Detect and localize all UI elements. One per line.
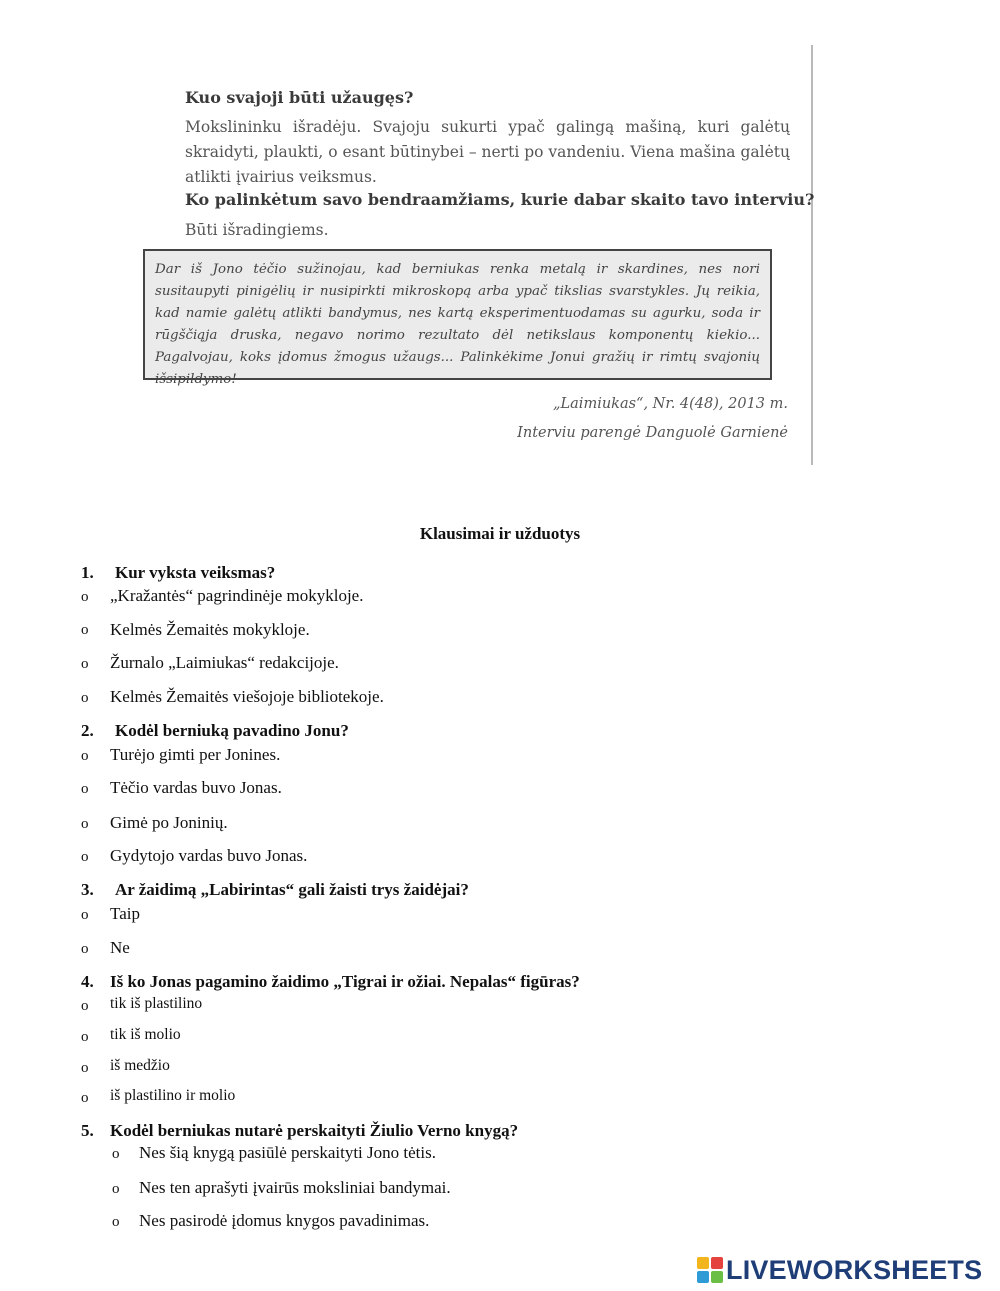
radio-bullet[interactable]: o [81,656,89,672]
radio-bullet[interactable]: o [81,1060,89,1076]
logo-squares-icon [697,1257,723,1283]
radio-bullet[interactable]: o [81,690,89,706]
question-1 [81,563,275,583]
question-number: 3. [81,880,94,899]
option-q5-c[interactable]: Nes pasirodė įdomus knygos pavadinimas. [139,1211,430,1230]
radio-bullet[interactable]: o [81,998,89,1014]
radio-bullet[interactable]: o [81,907,89,923]
question-text: Ar žaidimą „Labirintas“ gali žaisti trys žaidėjai? [115,880,469,899]
question-text: Iš ko Jonas pagamino žaidimo „Tigrai ir ožiai. Nepalas“ figūras? [110,972,580,991]
question-2 [81,721,349,741]
option-q2-a[interactable]: Turėjo gimti per Jonines. [110,745,281,764]
option-q1-c[interactable]: Žurnalo „Laimiukas“ redakcijoje. [110,653,339,672]
option-q2-d[interactable]: Gydytojo vardas buvo Jonas. [110,846,308,865]
radio-bullet[interactable]: o [112,1181,120,1197]
question-number: 4. [81,972,94,991]
logo-text: LIVEWORKSHEETS [726,1254,983,1285]
option-q2-c[interactable]: Gimė po Joninių. [110,813,228,832]
question-text: Kur vyksta veiksmas? [115,563,276,582]
question-number: 2. [81,721,94,740]
clipping-border-line [811,45,813,465]
radio-bullet[interactable]: o [81,1029,89,1045]
clipping-author: Interviu parengė Danguolė Garnienė [517,425,788,441]
radio-bullet[interactable]: o [112,1214,120,1230]
question-number: 5. [81,1121,94,1140]
option-q1-b[interactable]: Kelmės Žemaitės mokykloje. [110,620,310,639]
radio-bullet[interactable]: o [81,781,89,797]
option-q1-a[interactable]: „Kražantės“ pagrindinėje mokykloje. [110,586,364,605]
question-4 [81,972,580,992]
option-q2-b[interactable]: Tėčio vardas buvo Jonas. [110,778,282,797]
radio-bullet[interactable]: o [81,849,89,865]
question-number: 1. [81,563,94,582]
clipping-source: „Laimiukas“, Nr. 4(48), 2013 m. [553,396,788,412]
option-q1-d[interactable]: Kelmės Žemaitės viešojoje bibliotekoje. [110,687,384,706]
clipping-answer-1: Mokslininku išradėju. Svajoju sukurti ypač galingą mašiną, kuri galėtų skraidyti, plaukti, o esant būtinybei – nerti po vandeniu. Viena mašina galėtų atlikti įvairius veiksmus. [185,118,790,186]
radio-bullet[interactable]: o [112,1146,120,1162]
section-title: Klausimai ir užduotys [419,524,581,543]
option-q5-a[interactable]: Nes šią knygą pasiūlė perskaityti Jono tėtis. [139,1143,436,1162]
option-q4-a[interactable]: tik iš plastilino [110,995,203,1012]
question-5 [81,1121,518,1141]
question-text: Kodėl berniuką pavadino Jonu? [115,721,349,740]
option-q4-d[interactable]: iš plastilino ir molio [110,1087,236,1104]
option-q4-b[interactable]: tik iš molio [110,1026,181,1043]
liveworksheets-logo [697,1254,982,1286]
clipping-question-2: Ko palinkėtum savo bendraamžiams, kurie dabar skaito tavo interviu? [185,190,815,209]
clipping-boxed-note: Dar iš Jono tėčio sužinojau, kad berniukas renka metalą ir skardines, nes nori susitaupyti pinigėlių ir nusipirkti mikroskopą arba ypač tikslias svarstykles. Jų reikia, kad namie galėtų atlikti bandymus, nes kartą eksperimentuodamas su agurku, soda ir rūgščiąja druska, negavo norimo rezultato dėl netikslaus komponentų kiekio... Pagalvojau, koks įdomus žmogus užaugs... Palinkėkime Jonui gražių ir rimtų svajonių išsipildymo! [143,249,772,380]
option-q5-b[interactable]: Nes ten aprašyti įvairūs moksliniai bandymai. [139,1178,451,1197]
radio-bullet[interactable]: o [81,748,89,764]
radio-bullet[interactable]: o [81,816,89,832]
question-3 [81,880,469,900]
radio-bullet[interactable]: o [81,589,89,605]
option-q3-b[interactable]: Ne [110,938,130,957]
question-text: Kodėl berniukas nutarė perskaityti Žiulio Verno knygą? [110,1121,519,1140]
clipping-answer-2: Būti išradingiems. [185,221,329,239]
option-q4-c[interactable]: iš medžio [110,1057,170,1074]
radio-bullet[interactable]: o [81,1090,89,1106]
radio-bullet[interactable]: o [81,622,89,638]
clipping-question-1: Kuo svajoji būti užaugęs? [185,88,414,107]
option-q3-a[interactable]: Taip [110,904,140,923]
radio-bullet[interactable]: o [81,941,89,957]
